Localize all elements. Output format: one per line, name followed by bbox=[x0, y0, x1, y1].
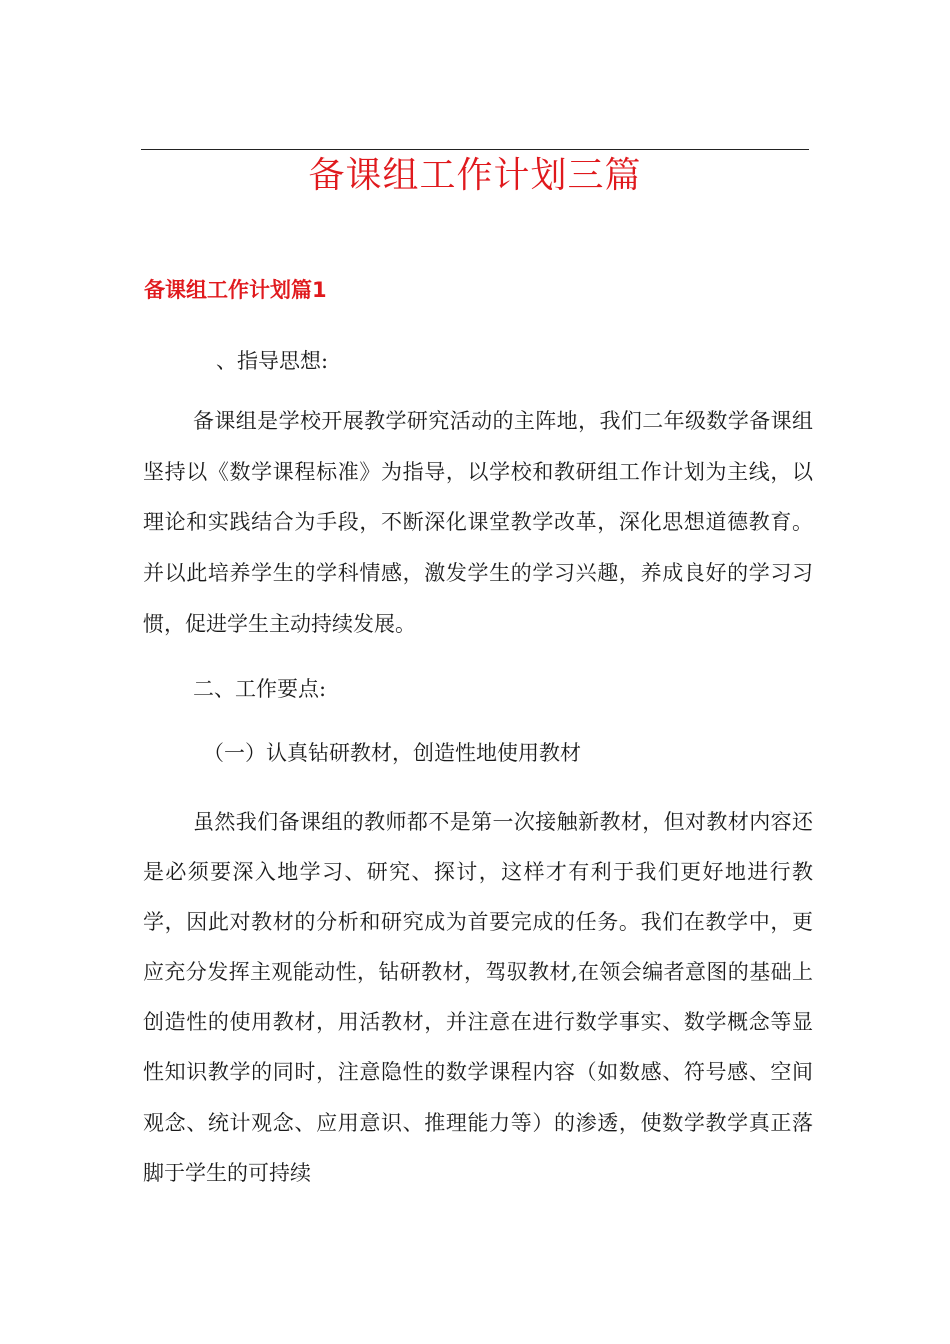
section-title: 备课组工作计划篇1 bbox=[144, 278, 327, 302]
heading-guiding-thought: 、指导思想: bbox=[216, 349, 329, 373]
subheading-study-textbook: （一）认真钻研教材，创造性地使用教材 bbox=[203, 741, 581, 765]
document-title: 备课组工作计划三篇 bbox=[308, 155, 642, 196]
heading-work-points: 二、工作要点: bbox=[193, 677, 327, 701]
paragraph-guiding-thought: 备课组是学校开展教学研究活动的主阵地，我们二年级数学备课组坚持以《数学课程标准》为指导，以学校和教研组工作计划为主线，以理论和实践结合为手段，不断深化课堂教学改革，深化思想道德教育。并以此培养学生的学科情感，激发学生的学习兴趣，养成良好的学习习惯，促进学生主动持续发展。 bbox=[143, 409, 813, 636]
paragraph-study-textbook: 虽然我们备课组的教师都不是第一次接触新教材，但对教材内容还是必须要深入地学习、研究、探讨，这样才有利于我们更好地进行教学，因此对教材的分析和研究成为首要完成的任务。我们在教学中，更应充分发挥主观能动性，钻研教材，驾驭教材,在领会编者意图的基础上创造性的使用教材，用活教材，并注意在进行数学事实、数学概念等显性知识教学的同时，注意隐性的数学课程内容（如数感、符号感、空间观念、统计观念、应用意识、推理能力等）的渗透，使数学教学真正落脚于学生的可持续 bbox=[143, 810, 813, 1185]
